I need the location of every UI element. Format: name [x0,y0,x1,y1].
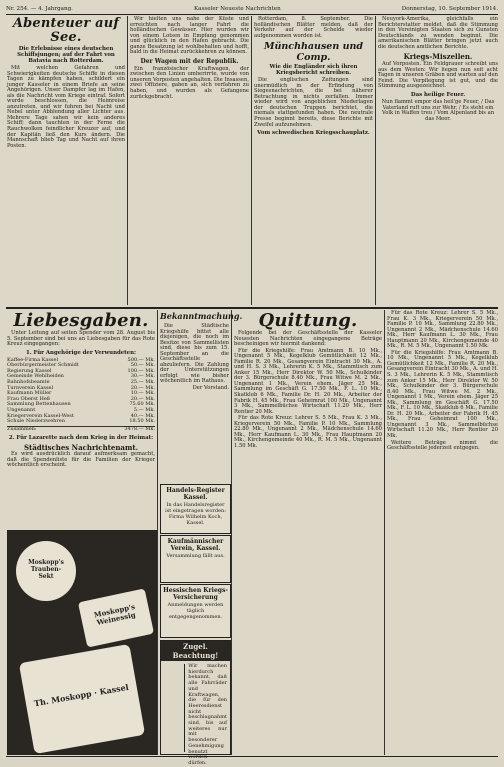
donation-row [7,419,155,425]
donation-amount: 20.— Mk. [130,384,155,391]
article-continuation [130,17,249,305]
article-miszellen [378,17,498,305]
masthead: Kasseler Neueste Nachrichten [193,5,281,12]
article-subtitle: Die Erlebnisse eines deutschen Schiffsjungen; auf der Fahrt von Batavia nach Rotterdam. [17,46,115,64]
donor-name: Sammlung Bettenhausen [7,401,71,408]
column-divider [384,310,385,755]
notice-text: Anmeldungen werden täglich entgegengenommen. [167,602,224,620]
column-divider [375,16,376,305]
section-text: Für die Kriegshilfe: Frau Amtmann B. 10 Mk., Ungenannt 5 Mk., Kegelklub Gemütlichkeit 12 Mk., Familie R. 20 Mk., Gesangverein Eintracht 30 Mk., A. und H. S. 3 Mk., Lehrerin K. 5 Mk., Stammtisch zum Anker 15 Mk., Herr Direktor W. 50 Mk., Schulkinder der 3. Bürgerschule 8.40 Mk., Frau Witwe M. 2 Mk., Ungenannt 1 Mk., Verein ehem. Jäger 25 Mk., Sammlung im Geschäft G. 17.50 Mk., F. L. 10 Mk., Skatklub 6 Mk., Familie Dr. H. 20 Mk., Arbeiter der Fabrik H. 45 Mk., Frau Geheimrat 100 Mk., Ungenannt 3 Mk., Sammelbüchse Wirtschaft 11.20 Mk., Herr Rentier 20 Mk. [387,349,498,440]
ad-bottle-label [19,644,145,754]
subsection-title: Städtisches Nachrichtenamt. [23,443,139,453]
poem-text: Nun flammt empor das heil'ge Feuer, / Das Vaterland ruft uns zur Wehr, / Es steht ein Volk in Waffen treu / Vom Alpenland bis an das Meer. [381,99,495,122]
donation-amount: 18.50 Mk. [129,418,155,425]
notice-text: Wir machen hierdurch bekannt, daß alle Fahrräder und Kraftwagen, die für den Heeresdienst nicht beschlagnahmt sind, bis auf weiteres nur mit besonderer Genehmigung benutzt werden dürfen. [188,663,227,766]
ad-subtitle: Moskopp's Weinessig [93,601,137,627]
donor-name: Ungenannt [7,406,36,413]
article-text: Ein französischer Kraftwagen, der zwischen den Linien umherirrte, wurde von unseren Vorposten angehalten. Die Insassen, zwei Offiziere, gaben an, sich verfahren zu haben, und wurden als Gefangene zurückgebracht. [130,65,249,100]
notice-title: Kaufmännischer Verein, Kassel. [167,538,224,552]
section-title: Quittung. [258,310,358,331]
article-subtitle: Wie die Engländer sich ihren Kriegsbericht schreiben. [269,64,358,77]
advertisement-moskopp [7,530,157,755]
article-title: Münchhausen und Comp. [263,41,364,64]
ad-title: Moskopp's Trauben-Sekt [28,559,64,580]
section-signature: Der Vorstand. [192,385,229,392]
notice-box [160,535,231,583]
donation-amount: 50.— Mk. [130,362,155,369]
notice-box [160,484,231,534]
section-footer: Weitere Beträge nimmt die Geschäftsstelle jederzeit entgegen. [387,439,498,452]
section-text: Für das Rote Kreuz: Lehrer S. 5 Mk., Frau K. 3 Mk., Kriegerverein 50 Mk., Familie P. 10 Mk., Sammlung 22.80 Mk., Ungenannt 2 Mk., Mädchenschule 14.60 Mk., Herr Kaufmann L. 30 Mk., Frau Hauptmann 20 Mk., Kirchengemeinde 40 Mk., R. M. 5 Mk., Ungenannt 1.50 Mk. [387,310,498,350]
page-bottom-rule [6,756,498,757]
section-text: Für das Rote Kreuz: Lehrer S. 5 Mk., Frau K. 3 Mk., Kriegerverein 50 Mk., Familie P. 10 Mk., Sammlung 22.80 Mk., Ungenannt 2 Mk., Mädchenschule 14.60 Mk., Herr Kaufmann L. 30 Mk., Frau Hauptmann 20 Mk., Kirchengemeinde 40 Mk., R. M. 5 Mk., Ungenannt 1.50 Mk. [234,415,382,449]
donor-name: Regierung Kassel [7,367,52,374]
donor-name: Kriegerverein Kassel-West [7,412,74,419]
section-text: Die Städtische Kriegshilfe bittet alle diejenigen, die noch im Besitze von Sammellisten sind, diese bis zum 15. September an die Geschäftsstelle abzuliefern. Die Zahlung der Unterstützungen erfolgt wie bisher wöchentlich im Rathaus. [160,323,229,385]
donation-amount: 500.— Mk. [127,356,155,363]
donation-sum-row [7,426,155,433]
article-heading: Kriegs-Miszellen. [403,52,473,62]
section-intro: Folgende bei der Geschäftsstelle der Kasseler Neuesten Nachrichten eingegangene Beträge bescheinigen wir hiermit dankend: [234,330,382,348]
liebesgaben-section [7,311,155,525]
sum-amount: 3478.— Mk. [124,425,155,432]
donation-amount: 20.— Mk. [130,395,155,402]
donor-name: Bahnhofsbeamte [7,379,50,386]
section-footer: Es wird ausdrücklich darauf aufmerksam gemacht, daß die Spendenliste für die Familien der Krieger wöchentlich erscheint. [7,451,155,469]
ad-brand: Th. Moskopp · Kassel [33,681,130,709]
notice-box [160,584,231,638]
quittung-section [234,311,382,755]
notice-text: Versammlung fällt aus. [166,553,225,559]
donor-name: Kaufmann Müller [7,390,52,397]
section-intro: Unter Leitung auf seiten Spender vom 28. August bis 5. September sind bei uns an Liebesgaben für das Rote Kreuz eingegangen: [7,330,155,348]
section-rule [6,307,498,309]
notice-text: In das Handelsregister ist eingetragen worden: Firma Wilhelm Koch, Kassel. [165,502,226,526]
article-text: Auf Vorposten. Ein Feldgrauer schreibt uns aus dem Westen: Wir liegen nun seit acht Tagen in unseren Gräben und warten auf den Feind. Die Verpflegung ist gut, und die Stimmung ausgezeichnet. [378,61,498,90]
donor-name: Frau Oberst Heß [7,395,51,402]
issue-number: Nr. 254. — 4. Jahrgang. [6,5,73,12]
donation-amount: 5.— Mk. [133,406,155,413]
article-text: Neuyork-Amerika, gleichfalls ein Berichterstatter meldet, daß die Stimmung in den Vereinigten Staaten sich zu Gunsten Deutschlands zu wenden beginnt. Die amerikanischen Blätter bringen jetzt auch die deutschen amtlichen Berichte. [378,16,498,50]
article-text: Rotterdam, 8. September. Die holländischen Blätter melden, daß der Verkehr auf der Schelde wieder aufgenommen worden ist. [254,16,373,39]
article-text: Mit welchen Gefahren und Schwierigkeiten deutsche Schiffe in diesen Tagen zu kämpfen haben, schildert ein junger Kasseler in einem Briefe an seine Angehörigen. Unser Dampfer lag im Hafen, als die Nachricht vom Kriege eintraf. Sofort wurde beschlossen, die Heimreise anzutreten, und wir fuhren bei Nacht und Nebel unter Abblendung aller Lichter aus. Mehrere Tage sahen wir kein anderes Schiff; dann tauchten in der Ferne die Rauchwolken feindlicher Kreuzer auf, und der Kapitän ließ den Kurs ändern. Die Mannschaft blieb Tag und Nacht auf ihren Posten. [7,65,125,149]
article-text: Wir hielten uns nahe der Küste und erreichten nach langer Fahrt die holländischen Gewässer. Hier wurden wir von einem Lotsen in Empfang genommen und glücklich in den Hafen gebracht. Die ganze Besatzung ist wohlbehalten und hofft, bald in die Heimat zurückkehren zu können. [130,16,249,56]
article-abenteuer [7,17,125,305]
list-title: 2. Für Lazarette nach dem Krieg in der Heimat: [8,435,154,442]
issue-date: Donnerstag, 10. September 1914. [401,5,498,12]
article-subheading: Der Wagen mit der Republik. [140,57,239,65]
column-divider [157,310,158,755]
article-title: Abenteuer auf See. [12,16,120,45]
ad-badge [78,588,154,647]
notice-zugel [160,640,231,766]
donation-amount: 30.— Mk. [130,373,155,380]
column-divider [251,16,252,305]
notice-title: Hessischen Kriegs-Versicherung [163,587,228,601]
notice-title: Zugel. Beachtung! [161,641,230,661]
article-subheading: Vom schwedischen Kriegsschauplatz. [257,130,370,137]
bekanntmachung-section [160,311,243,481]
donor-name: Kaffee-Firma Kassel [7,356,59,363]
donation-table [7,358,155,425]
donor-name: Gemeinde Wehlheiden [7,373,64,380]
article-text: Die englischen Zeitungen sind unermüdlich in der Erfindung von Siegesnachrichten, die bei näherer Betrachtung in nichts zerfallen. Immer wieder wird von angeblichen Niederlagen der deutschen Truppen berichtet, die niemals stattgefunden haben. Die neutrale Presse beginnt bereits, diese Berichte mit Zweifel aufzunehmen. [254,77,373,128]
donor-name: Turnverein Kassel [7,384,54,391]
donor-name: Oberbürgermeister Schmidt [7,362,79,369]
section-title: Liebesgaben. [13,310,149,331]
notice-title: Handels-Register Kassel. [166,487,225,501]
notice-border [163,664,185,752]
header-rule [6,14,498,15]
donation-amount: 10.— Mk. [130,390,155,397]
list-title: 1. Für Angehörige der Verwundeten: [25,349,137,356]
donation-amount: 25.— Mk. [130,379,155,386]
donation-amount: 40.— Mk. [130,412,155,419]
column-divider [231,310,232,755]
donation-amount: 100.— Mk. [127,367,155,374]
donor-name: Schule Niederzwehren [7,418,65,425]
donation-amount: 75.60 Mk. [129,401,155,408]
sum-label: Zusammen: [7,425,37,432]
running-header [6,4,498,13]
column-divider [127,16,128,305]
section-text: Für die Kriegshilfe: Frau Amtmann B. 10 Mk., Ungenannt 5 Mk., Kegelklub Gemütlichkeit 12 Mk., Familie R. 20 Mk., Gesangverein Eintracht 30 Mk., A. und H. S. 3 Mk., Lehrerin K. 5 Mk., Stammtisch zum Anker 15 Mk., Herr Direktor W. 50 Mk., Schulkinder der 3. Bürgerschule 8.40 Mk., Frau Witwe M. 2 Mk., Ungenannt 1 Mk., Verein ehem. Jäger 25 Mk., Sammlung im Geschäft G. 17.50 Mk., F. L. 10 Mk., Skatklub 6 Mk., Familie Dr. H. 20 Mk., Arbeiter der Fabrik H. 45 Mk., Frau Geheimrat 100 Mk., Ungenannt 3 Mk., Sammelbüchse Wirtschaft 11.20 Mk., Herr Rentier 20 Mk. [234,347,382,415]
quittung-continuation [387,311,498,755]
article-muenchhausen [254,17,373,305]
section-title: Bekanntmachung. [160,311,243,321]
poem-title: Das heilige Feuer. [410,92,466,99]
